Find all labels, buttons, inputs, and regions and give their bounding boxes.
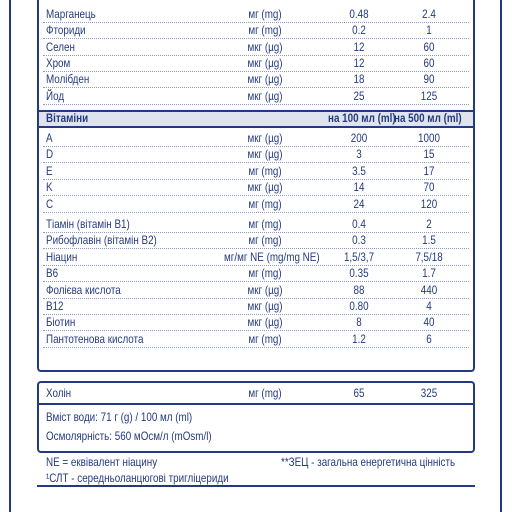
vitamin-unit: мг (mg) [248, 163, 282, 178]
vitamin-unit: мкг (µg) [247, 315, 283, 330]
vitamin-per500: 2 [426, 217, 432, 231]
vitamins-title: Вітаміни [46, 111, 89, 125]
vitamin-name: B6 [46, 266, 59, 281]
mineral-per100: 12 [353, 55, 365, 70]
vitamin-per100: 8 [356, 315, 362, 330]
vitamin-per100: 0.3 [352, 233, 366, 248]
vitamin-per100: 0.35 [349, 266, 369, 281]
vitamin-per500: 17 [423, 163, 435, 178]
choline-divider [39, 403, 473, 405]
vitamin-per100: 200 [350, 131, 368, 145]
vitamin-name: Пантотенова кислота [46, 331, 144, 346]
mineral-per500: 60 [423, 55, 435, 70]
mineral-per100: 0.48 [349, 7, 369, 21]
vitamin-unit: мг (mg) [248, 217, 282, 231]
vitamin-name: C [46, 196, 54, 211]
vitamin-per100: 3.5 [352, 163, 366, 178]
frame-left-edge [9, 0, 11, 512]
vitamin-per500: 40 [423, 315, 435, 330]
mineral-unit: мкг (µg) [247, 88, 283, 103]
vitamin-per100: 14 [353, 180, 365, 195]
vitamins-col-500ml: на 500 мл (ml) [394, 111, 462, 125]
vitamin-per500: 4 [426, 299, 432, 313]
mineral-per500: 90 [423, 72, 435, 87]
vitamin-name: Ніацин [46, 249, 78, 264]
vitamin-unit: мкг (µg) [247, 147, 283, 162]
vitamin-name: B12 [46, 299, 64, 313]
vitamin-per500: 70 [423, 180, 435, 195]
water-content: Вміст води: 71 г (g) / 100 мл (ml) [46, 410, 193, 424]
mineral-unit: мг (mg) [248, 7, 282, 21]
vitamin-name: Тіамін (вітамін B1) [46, 217, 130, 231]
mineral-per100: 12 [353, 39, 365, 54]
row-separator [43, 104, 469, 105]
vitamin-name: A [46, 131, 53, 145]
mineral-per500: 60 [423, 39, 435, 54]
mineral-per100: 25 [353, 88, 365, 103]
choline-per500: 325 [420, 386, 438, 400]
mineral-per100: 18 [353, 72, 365, 87]
vitamin-per500: 1.5 [422, 233, 436, 248]
vitamin-per500: 1.7 [422, 266, 436, 281]
vitamin-name: K [46, 180, 53, 195]
mineral-per500: 1 [426, 23, 432, 38]
vitamin-per100: 1,5/3,7 [343, 249, 375, 264]
vitamin-name: D [46, 147, 54, 162]
vitamin-per500: 15 [423, 147, 435, 162]
mineral-per100: 0.2 [352, 23, 366, 38]
mineral-name: Фториди [46, 23, 86, 38]
vitamin-unit: мкг (µg) [247, 282, 283, 297]
vitamin-unit: мкг (µg) [247, 299, 283, 313]
vitamin-unit: мг (mg) [248, 233, 282, 248]
mineral-name: Молібден [46, 72, 90, 87]
vitamin-name: E [46, 163, 53, 178]
mineral-per500: 2.4 [422, 7, 436, 21]
mineral-unit: мкг (µg) [247, 55, 283, 70]
mineral-unit: мкг (µg) [247, 72, 283, 87]
choline-unit: мг (mg) [248, 386, 282, 400]
vitamin-per100: 0.4 [352, 217, 366, 231]
mineral-name: Йод [46, 88, 65, 103]
mineral-unit: мг (mg) [248, 23, 282, 38]
vitamin-per500: 1000 [418, 131, 440, 145]
vitamin-per500: 7,5/18 [415, 249, 443, 264]
row-separator [43, 347, 469, 348]
vitamin-unit: мг (mg) [248, 266, 282, 281]
vitamin-name: Рибофлавін (вітамін B2) [46, 233, 157, 248]
vitamin-per500: 6 [426, 331, 432, 346]
vitamin-unit: мг (mg) [248, 331, 282, 346]
vitamin-per100: 0.80 [349, 299, 369, 313]
row-separator [43, 212, 469, 213]
vitamin-unit: мг (mg) [248, 196, 282, 211]
vitamin-unit: мкг (µg) [247, 131, 283, 145]
mineral-name: Марганець [46, 7, 96, 21]
vitamin-per100: 1.2 [352, 331, 366, 346]
vitamin-per100: 88 [353, 282, 365, 297]
footnote-zec: **ЗЕЦ - загальна енергетична цінність [281, 455, 456, 469]
mineral-name: Селен [46, 39, 75, 54]
vitamins-header-bottom-rule [39, 126, 473, 128]
osmolarity: Осмолярність: 560 мОсм/л (mOsm/l) [46, 429, 212, 443]
mineral-per500: 125 [420, 88, 438, 103]
footnote-slt: ¹СЛТ - середньоланцюгові тригліцериди [46, 471, 229, 485]
vitamin-unit: мг/мг NE (mg/mg NE) [224, 249, 320, 264]
vitamin-unit: мкг (µg) [247, 180, 283, 195]
frame-right-edge [500, 0, 502, 512]
vitamin-per500: 120 [420, 196, 438, 211]
choline-per100: 65 [353, 386, 365, 400]
vitamin-per100: 3 [356, 147, 362, 162]
vitamin-per100: 24 [353, 196, 365, 211]
choline-name: Холін [46, 386, 72, 400]
vitamin-name: Біотин [46, 315, 76, 330]
vitamin-per500: 440 [420, 282, 438, 297]
vitamins-col-100ml: на 100 мл (ml) [328, 111, 396, 125]
mineral-unit: мкг (µg) [247, 39, 283, 54]
mineral-name: Хром [46, 55, 71, 70]
vitamin-name: Фолієва кислота [46, 282, 121, 297]
footnote-ne: NE = еквівалент ніацину [46, 455, 158, 469]
